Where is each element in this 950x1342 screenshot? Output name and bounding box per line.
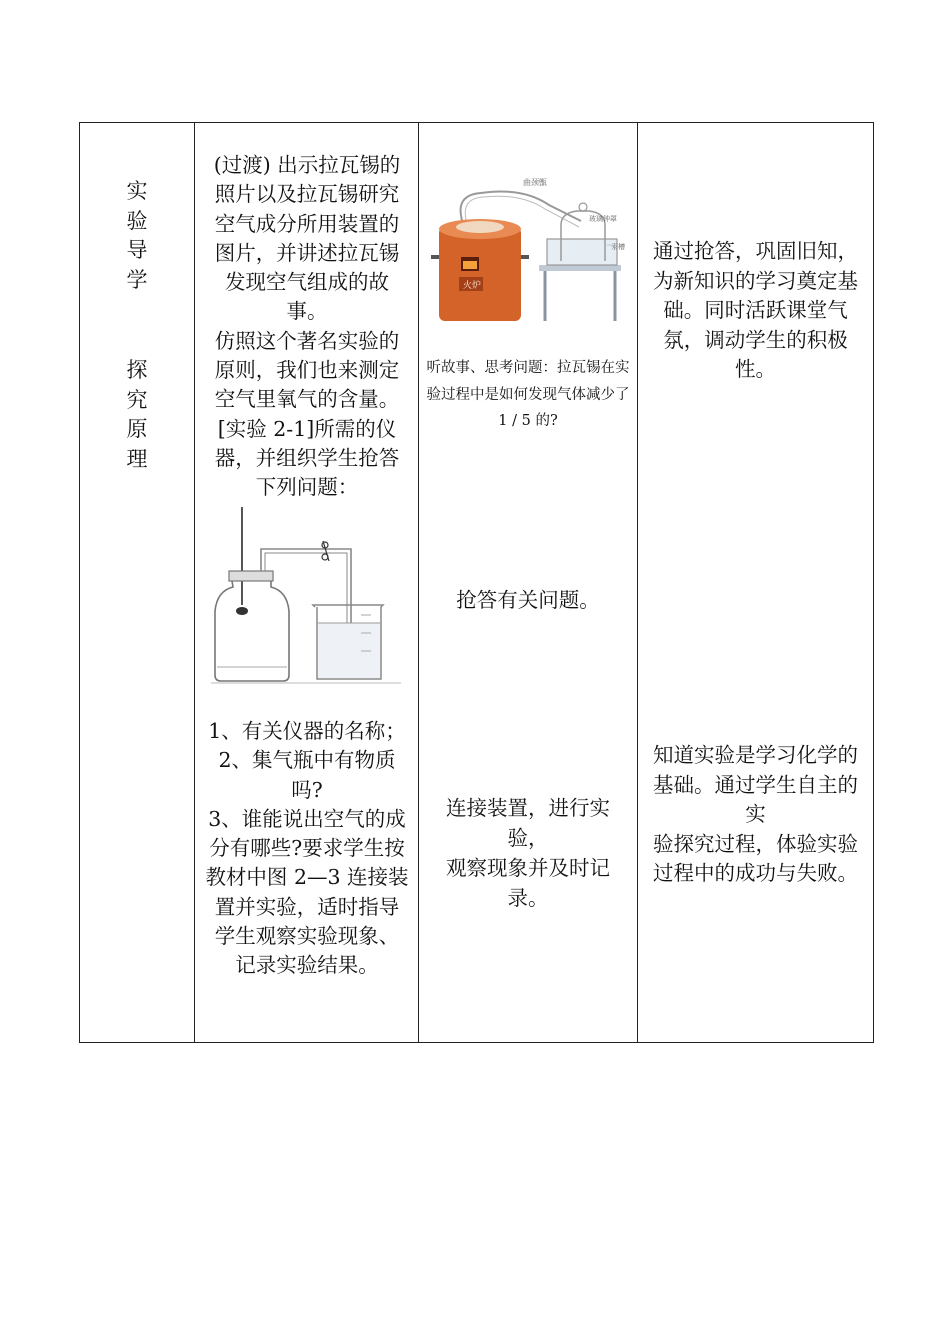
question-item: 1、有关仪器的名称； <box>208 719 406 743</box>
teacher-activity-cell <box>195 123 419 1043</box>
intro-paragraph: (过渡) 出示拉瓦锡的照片以及拉瓦锡研究空气成分所用装置的图片，并讲述拉瓦锡发现空气组成的故事。 <box>213 153 401 324</box>
purpose-text-review: 通过抢答，巩固旧知，为新知识的学习奠定基础。同时活跃课堂气氛，调动学生的积极性。 <box>653 239 858 381</box>
question-item: 2、集气瓶中有物质吗? <box>218 748 396 802</box>
section-label-experiment-guide <box>80 177 194 295</box>
section-label-cell <box>80 123 195 1043</box>
retort-label: 曲颈甑 <box>523 178 547 187</box>
purpose-line: 知道实验是学习化学的基础。通过学生自主的实 <box>653 743 858 826</box>
teacher-intro-text <box>205 151 409 503</box>
teacher-questions-text <box>205 717 409 981</box>
label-char: 究 <box>126 387 148 412</box>
question-item: 3、谁能说出空气的成分有哪些?要求学生按教材中图 2—3 连接装置并实验，适时指导学生观察实验现象、记录实验结果。 <box>205 806 409 978</box>
label-char: 实 <box>126 179 148 203</box>
trough-label: 汞槽 <box>611 243 625 251</box>
label-char: 导 <box>126 238 148 262</box>
experiment-line: 连接装置，进行实验， <box>446 796 610 850</box>
label-char: 原 <box>126 417 148 441</box>
label-char: 理 <box>126 446 148 471</box>
intro-paragraph: 仿照这个著名实验的原则，我们也来测定空气里氧气的含量。 <box>214 328 400 412</box>
experiment-instructions <box>431 793 625 913</box>
section-label-principle <box>80 356 194 474</box>
student-activity-cell <box>419 123 638 1043</box>
intro-paragraph: [实验 2-1]所需的仪器，并组织学生抢答下列问题： <box>214 416 400 500</box>
furnace-label: 火炉 <box>463 281 482 291</box>
experiment-line: 观察现象并及时记录。 <box>446 856 610 910</box>
story-question-caption: 听故事、思考问题：拉瓦锡在实验过程中是如何发现气体减少了 1 / 5 的? <box>426 360 630 429</box>
table-row <box>80 123 874 1043</box>
lesson-plan-table <box>79 122 874 1043</box>
oxygen-content-apparatus-figure <box>211 507 401 685</box>
purpose-line: 验探究过程，体验实验过程中的成功与失败。 <box>653 831 858 885</box>
lavoisier-apparatus-figure <box>431 175 625 325</box>
label-char: 学 <box>126 267 148 292</box>
design-purpose-cell <box>638 123 874 1043</box>
purpose-text-experiment <box>652 741 859 889</box>
label-char: 探 <box>126 358 148 382</box>
answer-prompt: 抢答有关问题。 <box>456 588 600 612</box>
bell-jar-label: 玻璃钟罩 <box>589 215 617 223</box>
label-char: 验 <box>126 208 148 233</box>
